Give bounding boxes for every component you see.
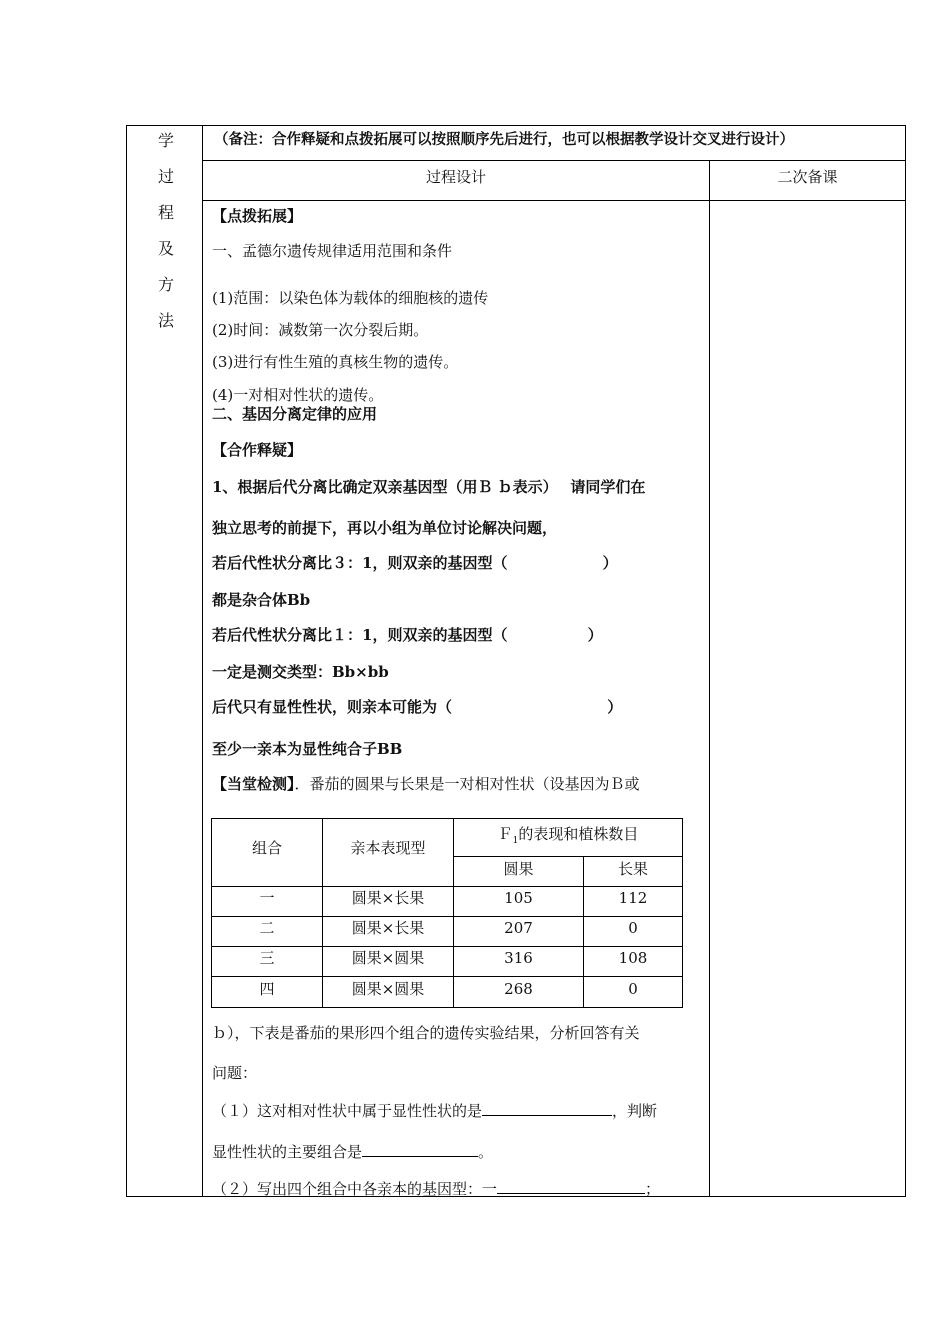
content-line: 若后代性状分离比３：1，则双亲的基因型（ ） bbox=[212, 554, 618, 572]
question-1-line-cont: 显性性状的主要组合是 。 bbox=[212, 1140, 493, 1162]
note-row-divider bbox=[202, 160, 906, 161]
table-cell-long: 0 bbox=[628, 980, 638, 998]
side-label-char: 程 bbox=[157, 203, 174, 222]
note-text: （备注：合作释疑和点拨拓展可以按照顺序先后进行，也可以根据教学设计交叉进行设计） bbox=[214, 131, 794, 148]
content-line: 都是杂合体Bb bbox=[212, 591, 311, 609]
content-line: 至少一亲本为显性纯合子BB bbox=[212, 740, 403, 758]
content-line: 一定是测交类型：Bb×bb bbox=[212, 663, 389, 681]
side-label-char: 学 bbox=[157, 131, 174, 150]
content-line: 若后代性状分离比１：1，则双亲的基因型（ ） bbox=[212, 626, 603, 644]
table-cell-parent: 圆果×长果 bbox=[351, 919, 425, 937]
content-line: 二、基因分离定律的应用 bbox=[212, 405, 378, 423]
table-cell-group: 四 bbox=[259, 980, 275, 998]
table-header-parent: 亲本表现型 bbox=[350, 839, 426, 857]
side-label-char: 法 bbox=[157, 311, 174, 330]
secondary-column-divider bbox=[709, 160, 710, 1197]
frame-left bbox=[126, 125, 127, 1197]
content-line: 独立思考的前提下，再以小组为单位讨论解决问题， bbox=[212, 519, 558, 537]
side-label-char: 过 bbox=[157, 167, 174, 186]
answer-blank[interactable] bbox=[362, 1140, 478, 1157]
table-cell-long: 108 bbox=[618, 949, 648, 967]
content-line: (1)范围：以染色体为载体的细胞核的遗传 bbox=[212, 289, 489, 307]
frame-right bbox=[905, 125, 906, 1197]
content-line: (4)一对相对性状的遗传。 bbox=[212, 386, 384, 404]
table-cell-parent: 圆果×长果 bbox=[351, 889, 425, 907]
frame-top bbox=[126, 125, 906, 126]
table-cell-round: 105 bbox=[504, 889, 533, 907]
content-text: ．番茄的圆果与长果是一对相对性状（设基因为Ｂ或 bbox=[294, 775, 640, 793]
content-line: ｂ），下表是番茄的果形四个组合的遗传实验结果，分析回答有关 bbox=[212, 1024, 640, 1042]
content-line: 一、孟德尔遗传规律适用范围和条件 bbox=[212, 242, 453, 260]
table-cell-parent: 圆果×圆果 bbox=[351, 980, 425, 998]
secondary-prep-header: 二次备课 bbox=[777, 168, 838, 186]
content-line bbox=[212, 774, 640, 794]
question-1-line: （１）这对相对性状中属于显性性状的是 ，判断 bbox=[212, 1099, 657, 1121]
section-heading: 【合作释疑】 bbox=[212, 441, 303, 459]
table-header-f1: Ｆ$_1$的表现和植株数目 bbox=[497, 825, 639, 846]
side-label-char: 及 bbox=[157, 239, 174, 258]
table-header-long: 长果 bbox=[617, 860, 648, 878]
content-line: 后代只有显性性状，则亲本可能为（ ） bbox=[212, 698, 623, 716]
table-cell-group: 三 bbox=[259, 949, 275, 967]
header-row-divider bbox=[202, 200, 906, 201]
table-cell-round: 207 bbox=[504, 919, 533, 937]
table-cell-parent: 圆果×圆果 bbox=[351, 949, 425, 967]
table-header-group: 组合 bbox=[251, 839, 282, 857]
question-2-line: （２）写出四个组合中各亲本的基因型：一 ； bbox=[212, 1177, 660, 1199]
answer-blank[interactable] bbox=[497, 1177, 645, 1194]
section-heading: 【当堂检测】 bbox=[212, 775, 295, 793]
content-line: 1、根据后代分离比确定双亲基因型（用Ｂ ｂ表示） 请同学们在 bbox=[212, 478, 646, 496]
table-header-round: 圆果 bbox=[503, 860, 534, 878]
table-cell-long: 112 bbox=[618, 889, 648, 907]
table-cell-round: 316 bbox=[504, 949, 533, 967]
table-cell-round: 268 bbox=[504, 980, 533, 998]
content-line: (3)进行有性生殖的真核生物的遗传。 bbox=[212, 353, 459, 371]
section-heading: 【点拨拓展】 bbox=[212, 207, 303, 225]
table-cell-group: 一 bbox=[259, 889, 275, 907]
content-line: (2)时间：减数第一次分裂后期。 bbox=[212, 321, 429, 339]
process-design-header: 过程设计 bbox=[425, 168, 486, 186]
answer-blank[interactable] bbox=[482, 1099, 612, 1116]
table-cell-group: 二 bbox=[259, 919, 275, 937]
table-cell-long: 0 bbox=[628, 919, 638, 937]
side-column-divider bbox=[202, 125, 203, 1197]
content-line: 问题： bbox=[212, 1064, 258, 1082]
side-label-char: 方 bbox=[157, 275, 174, 294]
